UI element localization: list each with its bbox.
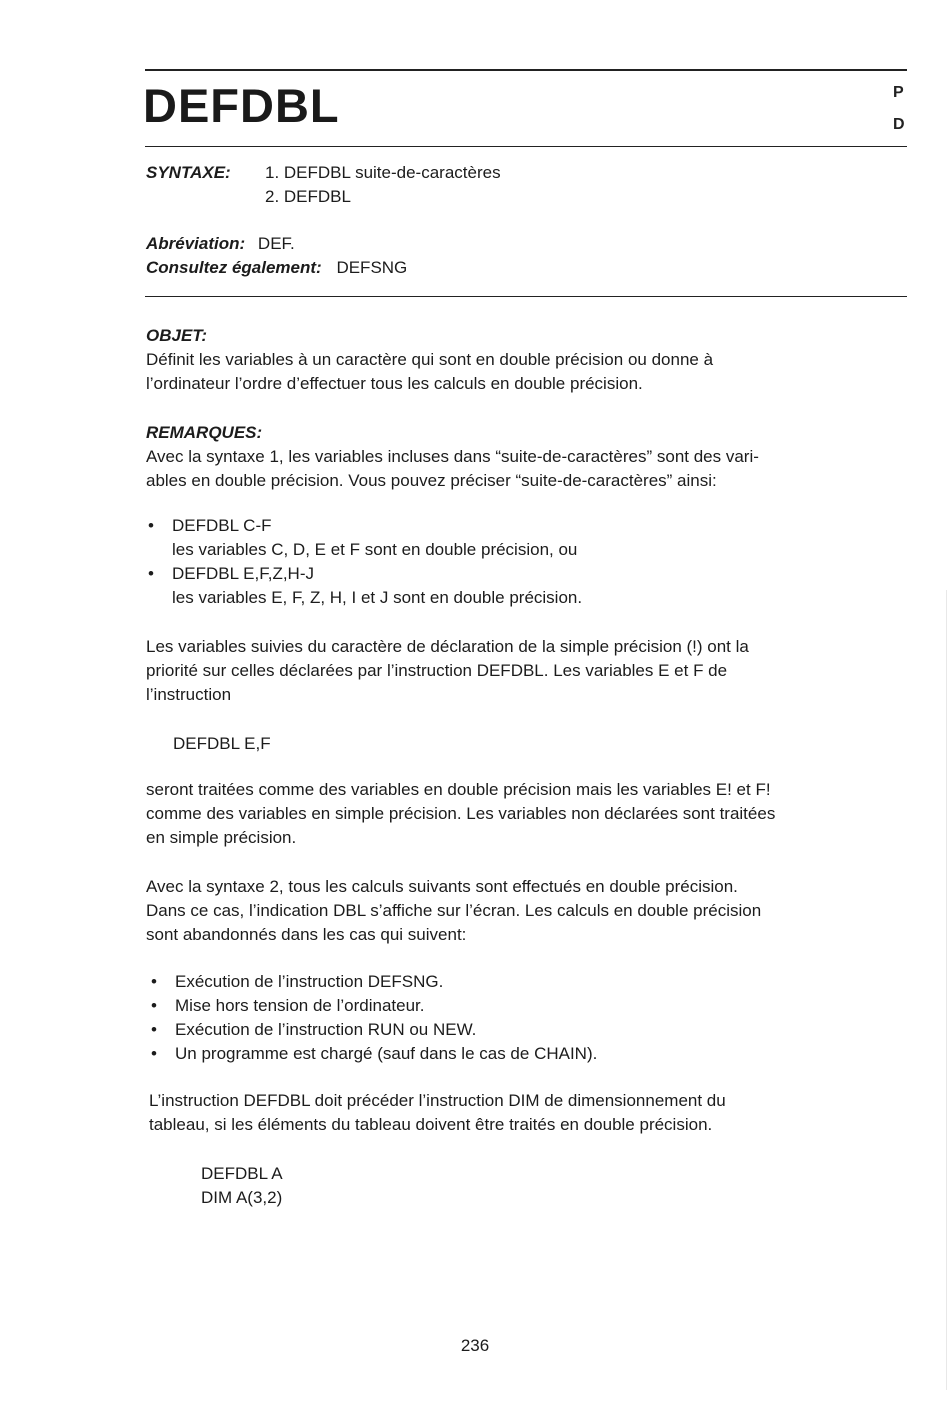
objet-line-1: Définit les variables à un caractère qui sont en double précision ou donne à: [146, 350, 714, 369]
example-code: DEFDBL C-F: [172, 516, 272, 535]
see-also-label: Consultez également:: [146, 258, 322, 277]
case-text: Exécution de l’instruction RUN ou NEW.: [175, 1020, 477, 1039]
priority-paragraph: [146, 635, 906, 707]
flag-d: D: [893, 116, 905, 133]
page-title: DEFDBL: [143, 79, 340, 132]
final-code-line-2: DIM A(3,2): [201, 1188, 283, 1207]
treated-line-3: en simple précision.: [146, 828, 297, 847]
examples-list: [146, 514, 582, 610]
list-item: [149, 1018, 597, 1042]
bullet-glyph: •: [151, 972, 157, 991]
list-item: [149, 1042, 597, 1066]
remarques-intro-line-1: Avec la syntaxe 1, les variables incluses dans “suite-de-caractères” sont des vari-: [146, 447, 759, 466]
bullet-glyph: •: [148, 516, 154, 535]
see-also-value: DEFSNG: [336, 258, 408, 277]
cases-list: [149, 970, 597, 1066]
title-rule: [145, 146, 907, 147]
objet-section: [146, 324, 906, 396]
section-rule: [145, 296, 907, 297]
abbreviation-label: Abréviation:: [146, 234, 246, 253]
priority-line-3: l’instruction: [146, 685, 232, 704]
bullet-glyph: •: [151, 996, 157, 1015]
syntax-label: SYNTAXE:: [146, 163, 231, 182]
top-rule: [145, 69, 907, 71]
case-text: Mise hors tension de l’ordinateur.: [175, 996, 425, 1015]
bullet-glyph: •: [151, 1020, 157, 1039]
abbreviation-value: DEF.: [257, 234, 295, 253]
dim-line-1: L’instruction DEFDBL doit précéder l’instruction DIM de dimensionnement du: [149, 1091, 726, 1110]
example-desc: les variables E, F, Z, H, I et J sont en double précision.: [172, 588, 583, 607]
remarques-intro: [146, 421, 906, 493]
code-example: DEFDBL E,F: [173, 734, 271, 753]
list-item: [146, 562, 582, 610]
page-number: 236: [460, 1336, 490, 1355]
list-item: [149, 970, 597, 994]
syntax2-line-3: sont abandonnés dans les cas qui suivent:: [146, 925, 467, 944]
example-desc: les variables C, D, E et F sont en double précision, ou: [172, 540, 578, 559]
objet-line-2: l’ordinateur l’ordre d’effectuer tous les calculs en double précision.: [146, 374, 643, 393]
case-text: Un programme est chargé (sauf dans le cas de CHAIN).: [175, 1044, 598, 1063]
remarques-intro-line-2: ables en double précision. Vous pouvez préciser “suite-de-caractères” ainsi:: [146, 471, 717, 490]
bullet-glyph: •: [151, 1044, 157, 1063]
syntax-line-1: 1. DEFDBL suite-de-caractères: [265, 163, 501, 182]
treated-paragraph: [146, 778, 906, 850]
syntax-line-2: 2. DEFDBL: [265, 187, 351, 206]
priority-line-1: Les variables suivies du caractère de déclaration de la simple précision (!) ont la: [146, 637, 749, 656]
objet-heading: OBJET:: [146, 326, 208, 345]
treated-line-2: comme des variables en simple précision. Les variables non déclarées sont traitées: [146, 804, 776, 823]
case-text: Exécution de l’instruction DEFSNG.: [175, 972, 444, 991]
final-code-line-1: DEFDBL A: [201, 1164, 283, 1183]
syntax2-paragraph: [146, 875, 906, 947]
flag-p: P: [893, 84, 904, 101]
dim-line-2: tableau, si les éléments du tableau doivent être traités en double précision.: [149, 1115, 713, 1134]
treated-line-1: seront traitées comme des variables en double précision mais les variables E! et F!: [146, 780, 771, 799]
dim-paragraph: [149, 1089, 909, 1137]
bullet-glyph: •: [148, 564, 154, 583]
abbreviation-row: [146, 232, 295, 256]
page-edge-shadow: [946, 590, 947, 1390]
syntax-block: [146, 161, 231, 185]
priority-line-2: priorité sur celles déclarées par l’instruction DEFDBL. Les variables E et F de: [146, 661, 728, 680]
example-code: DEFDBL E,F,Z,H-J: [172, 564, 314, 583]
list-item: [149, 994, 597, 1018]
list-item: [146, 514, 582, 562]
syntax2-line-2: Dans ce cas, l’indication DBL s’affiche sur l’écran. Les calculs en double précision: [146, 901, 762, 920]
syntax2-line-1: Avec la syntaxe 2, tous les calculs suivants sont effectués en double précision.: [146, 877, 738, 896]
remarques-heading: REMARQUES:: [146, 423, 263, 442]
final-code-block: [201, 1162, 283, 1210]
see-also-row: [146, 256, 407, 280]
